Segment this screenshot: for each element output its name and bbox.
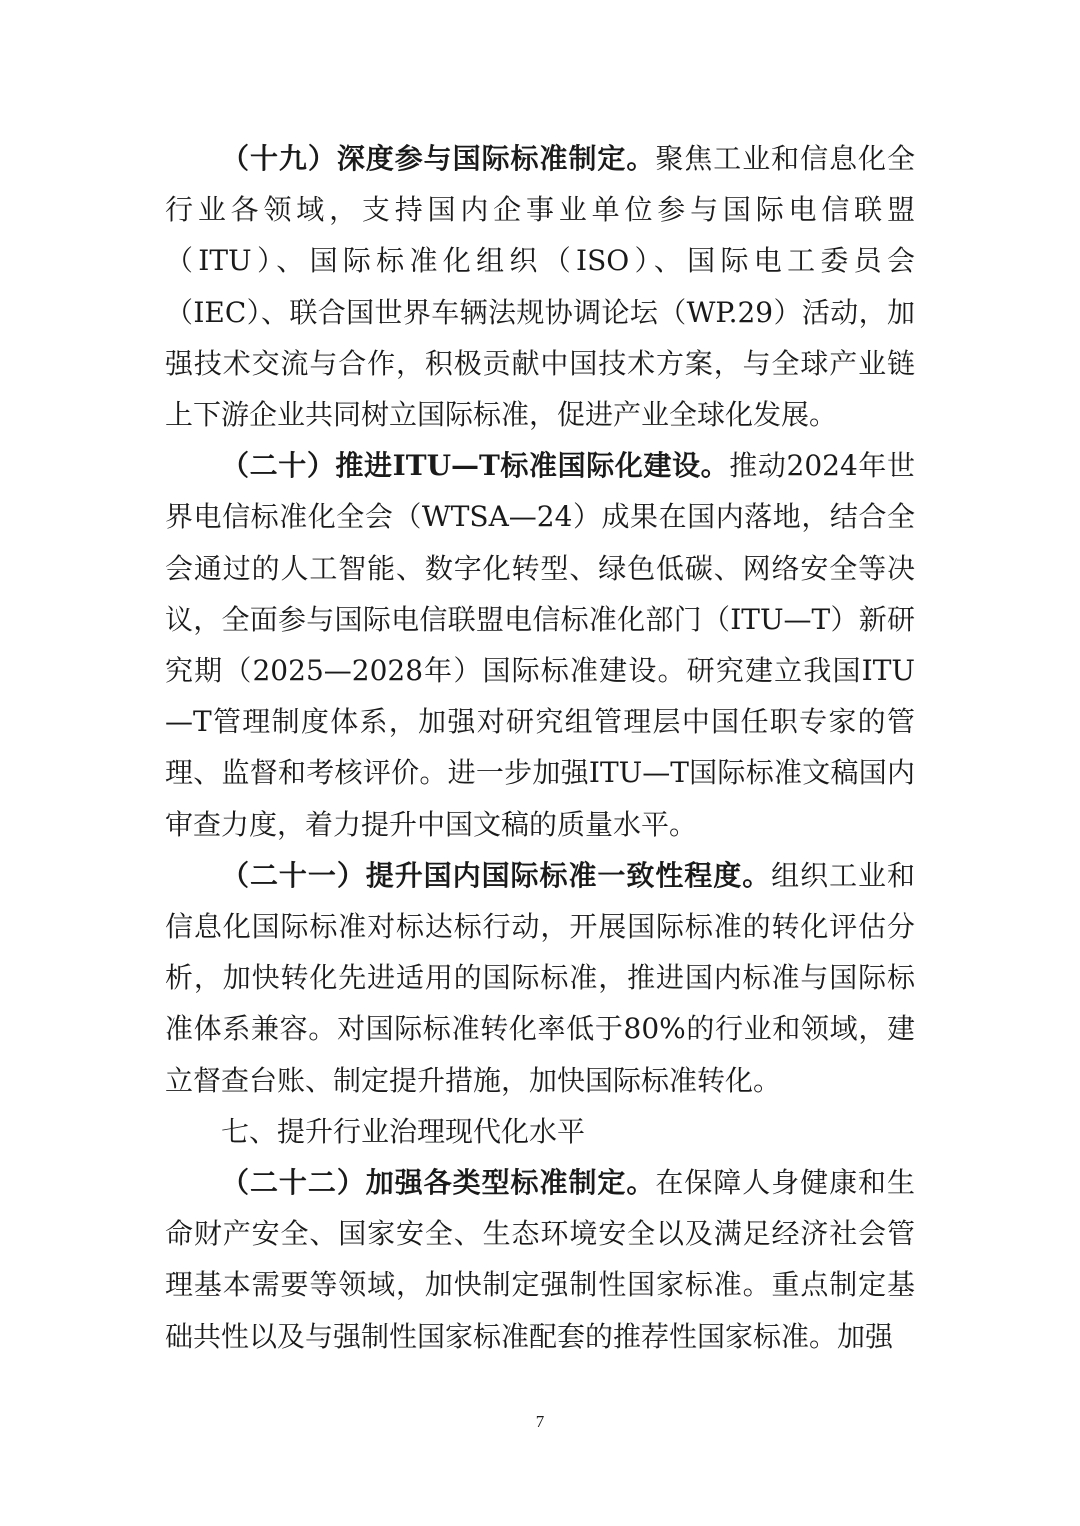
paragraph-22	[165, 1157, 915, 1362]
section-heading: 七、提升行业治理现代化水平	[221, 1114, 586, 1148]
paragraph-19	[165, 133, 915, 440]
paragraph-19-lead: （十九）深度参与国际标准制定。	[221, 142, 656, 175]
page-number: 7	[535, 1412, 545, 1431]
document-body	[165, 133, 915, 1362]
paragraph-21	[165, 850, 915, 1106]
paragraph-21-text: 组织工业和信息化国际标准对标达标行动，开展国际标准的转化评估分析，加快转化先进适用的国际标准，推进国内标准与国际标准体系兼容。对国际标准转化率低于80%的行业和领域，建立督查台账、制定提升措施，加快国际标准转化。	[165, 858, 915, 1097]
paragraph-20-text: 推动2024年世界电信标准化全会（WTSA—24）成果在国内落地，结合全会通过的人工智能、数字化转型、绿色低碳、网络安全等决议，全面参与国际电信联盟电信标准化部门（ITU—T）新研究期（2025—2028年）国际标准建设。研究建立我国ITU—T管理制度体系，加强对研究组管理层中国任职专家的管理、监督和考核评价。进一步加强ITU—T国际标准文稿国内审查力度，着力提升中国文稿的质量水平。	[165, 449, 915, 841]
paragraph-22-text: 在保障人身健康和生命财产安全、国家安全、生态环境安全以及满足经济社会管理基本需要等领域，加快制定强制性国家标准。重点制定基础共性以及与强制性国家标准配套的推荐性国家标准。加强	[165, 1166, 915, 1353]
paragraph-22-lead: （二十二）加强各类型标准制定。	[221, 1166, 656, 1200]
paragraph-21-lead: （二十一）提升国内国际标准一致性程度。	[221, 858, 772, 892]
paragraph-20-lead: （二十）推进ITU—T标准国际化建设。	[221, 449, 730, 483]
paragraph-19-text: 聚焦工业和信息化全行业各领域，支持国内企事业单位参与国际电信联盟（ITU）、国际标准化组织（ISO）、国际电工委员会（IEC）、联合国世界车辆法规协调论坛（WP.29）活动，加强技术交流与合作，积极贡献中国技术方案，与全球产业链上下游企业共同树立国际标准，促进产业全球化发展。	[165, 142, 915, 432]
paragraph-20	[165, 440, 915, 850]
